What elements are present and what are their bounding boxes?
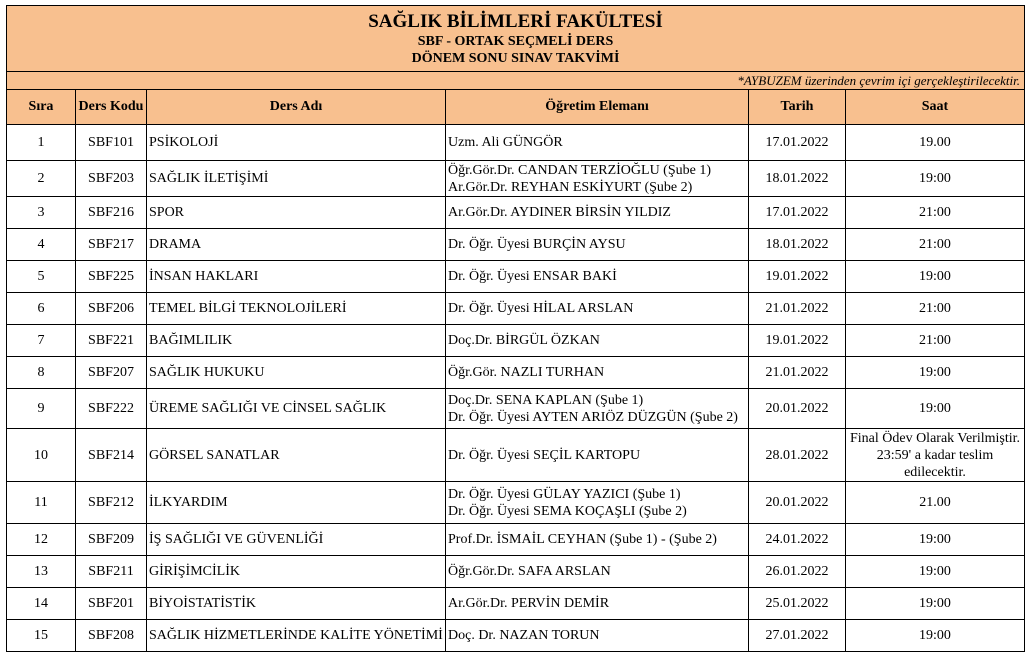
exam-time: 19.00 <box>919 135 951 150</box>
cell-sira: 12 <box>7 524 76 556</box>
instructor-name: Prof.Dr. İSMAİL CEYHAN (Şube 1) - (Şube 2) <box>448 532 717 547</box>
cell-sira: 13 <box>7 556 76 588</box>
cell-ders-adi: PSİKOLOJİ <box>147 125 446 161</box>
instructor-name: Öğr.Gör.Dr. SAFA ARSLAN <box>448 564 611 579</box>
cell-ogretim-elemani <box>446 429 749 482</box>
cell-ders-kodu: SBF101 <box>76 125 147 161</box>
cell-ders-adi: SAĞLIK HUKUKU <box>147 357 446 389</box>
cell-ogretim-elemani <box>446 389 749 429</box>
cell-tarih: 20.01.2022 <box>749 389 846 429</box>
cell-ders-adi: İNSAN HAKLARI <box>147 261 446 293</box>
cell-sira: 8 <box>7 357 76 389</box>
cell-sira: 7 <box>7 325 76 357</box>
table-row <box>7 229 1025 261</box>
exam-time: 19:00 <box>919 596 951 611</box>
cell-sira: 9 <box>7 389 76 429</box>
instructor-name: Dr. Öğr. Üyesi GÜLAY YAZICI (Şube 1) <box>448 486 681 502</box>
exam-time: edilecektir. <box>904 464 966 480</box>
exam-time: Final Ödev Olarak Verilmiştir. <box>849 430 1021 446</box>
table-row <box>7 293 1025 325</box>
instructor-name: Dr. Öğr. Üyesi AYTEN ARIÖZ DÜZGÜN (Şube 2) <box>448 409 738 425</box>
cell-sira: 4 <box>7 229 76 261</box>
col-header-ders-adi: Ders Adı <box>147 90 446 125</box>
cell-ogretim-elemani <box>446 482 749 524</box>
table-row <box>7 429 1025 482</box>
table-row <box>7 125 1025 161</box>
instructor-name: Ar.Gör.Dr. REYHAN ESKİYURT (Şube 2) <box>448 179 693 195</box>
cell-saat <box>846 357 1025 389</box>
online-note: *AYBUZEM üzerinden çevrim içi gerçekleştirilecektir. <box>7 72 1025 90</box>
instructor-name: Doç.Dr. BİRGÜL ÖZKAN <box>448 333 600 348</box>
table-body <box>7 125 1025 652</box>
exam-time: 19:00 <box>919 365 951 380</box>
cell-ogretim-elemani <box>446 524 749 556</box>
cell-ders-kodu: SBF222 <box>76 389 147 429</box>
cell-saat <box>846 325 1025 357</box>
exam-time: 23:59' a kadar teslim <box>876 447 994 463</box>
cell-ogretim-elemani <box>446 357 749 389</box>
cell-tarih: 27.01.2022 <box>749 620 846 652</box>
col-header-ders-kodu: Ders Kodu <box>76 90 147 125</box>
cell-ders-kodu: SBF212 <box>76 482 147 524</box>
table-row <box>7 161 1025 197</box>
instructor-name: Dr. Öğr. Üyesi SEMA KOÇAŞLI (Şube 2) <box>448 503 687 519</box>
exam-schedule-table <box>6 5 1025 652</box>
instructor-name: Dr. Öğr. Üyesi ENSAR BAKİ <box>448 269 617 284</box>
schedule-title: DÖNEM SONU SINAV TAKVİMİ <box>411 50 620 66</box>
cell-saat <box>846 293 1025 325</box>
subtitle: SBF - ORTAK SEÇMELİ DERS <box>417 33 614 49</box>
cell-ders-adi: SAĞLIK İLETİŞİMİ <box>147 161 446 197</box>
cell-ders-adi: BİYOİSTATİSTİK <box>147 588 446 620</box>
cell-saat <box>846 389 1025 429</box>
exam-time: 21:00 <box>919 237 951 252</box>
cell-ogretim-elemani <box>446 125 749 161</box>
cell-ders-kodu: SBF221 <box>76 325 147 357</box>
cell-tarih: 17.01.2022 <box>749 125 846 161</box>
column-header-row <box>7 90 1025 125</box>
cell-tarih: 28.01.2022 <box>749 429 846 482</box>
cell-ders-kodu: SBF206 <box>76 293 147 325</box>
instructor-name: Dr. Öğr. Üyesi HİLAL ARSLAN <box>448 301 634 316</box>
cell-tarih: 18.01.2022 <box>749 161 846 197</box>
cell-ders-kodu: SBF203 <box>76 161 147 197</box>
cell-sira: 5 <box>7 261 76 293</box>
col-header-ogretim-elemani: Öğretim Elemanı <box>446 90 749 125</box>
cell-ders-adi: GÖRSEL SANATLAR <box>147 429 446 482</box>
cell-sira: 3 <box>7 197 76 229</box>
table-row <box>7 482 1025 524</box>
cell-ders-adi: SPOR <box>147 197 446 229</box>
cell-tarih: 18.01.2022 <box>749 229 846 261</box>
cell-sira: 11 <box>7 482 76 524</box>
cell-ogretim-elemani <box>446 556 749 588</box>
exam-time: 21:00 <box>919 301 951 316</box>
cell-sira: 1 <box>7 125 76 161</box>
instructor-name: Ar.Gör.Dr. PERVİN DEMİR <box>448 596 610 611</box>
cell-ogretim-elemani <box>446 588 749 620</box>
instructor-name: Dr. Öğr. Üyesi SEÇİL KARTOPU <box>448 447 641 463</box>
table-row <box>7 261 1025 293</box>
table-row <box>7 524 1025 556</box>
cell-ders-kodu: SBF201 <box>76 588 147 620</box>
cell-saat <box>846 429 1025 482</box>
col-header-sira: Sıra <box>7 90 76 125</box>
cell-tarih: 26.01.2022 <box>749 556 846 588</box>
col-header-tarih: Tarih <box>749 90 846 125</box>
cell-ders-kodu: SBF216 <box>76 197 147 229</box>
table-row <box>7 325 1025 357</box>
cell-ders-adi: İLKYARDIM <box>147 482 446 524</box>
cell-tarih: 20.01.2022 <box>749 482 846 524</box>
exam-time: 19:00 <box>919 269 951 284</box>
cell-ders-adi: ÜREME SAĞLIĞI VE CİNSEL SAĞLIK <box>147 389 446 429</box>
cell-tarih: 19.01.2022 <box>749 261 846 293</box>
cell-ders-adi: TEMEL BİLGİ TEKNOLOJİLERİ <box>147 293 446 325</box>
cell-saat <box>846 229 1025 261</box>
cell-ogretim-elemani <box>446 229 749 261</box>
title-block <box>7 6 1025 72</box>
cell-sira: 6 <box>7 293 76 325</box>
table-row <box>7 588 1025 620</box>
cell-ders-kodu: SBF214 <box>76 429 147 482</box>
instructor-name: Öğr.Gör. NAZLI TURHAN <box>448 365 605 380</box>
cell-ders-kodu: SBF217 <box>76 229 147 261</box>
cell-tarih: 25.01.2022 <box>749 588 846 620</box>
cell-tarih: 17.01.2022 <box>749 197 846 229</box>
cell-tarih: 21.01.2022 <box>749 357 846 389</box>
cell-saat <box>846 620 1025 652</box>
cell-ogretim-elemani <box>446 161 749 197</box>
cell-saat <box>846 588 1025 620</box>
exam-time: 21:00 <box>919 205 951 220</box>
cell-sira: 15 <box>7 620 76 652</box>
cell-ogretim-elemani <box>446 197 749 229</box>
instructor-name: Uzm. Ali GÜNGÖR <box>448 135 563 150</box>
instructor-name: Ar.Gör.Dr. AYDINER BİRSİN YILDIZ <box>448 205 671 220</box>
exam-time: 21.00 <box>919 495 951 510</box>
table-row <box>7 197 1025 229</box>
cell-saat <box>846 161 1025 197</box>
table-row <box>7 389 1025 429</box>
exam-time: 19:00 <box>919 532 951 547</box>
cell-saat <box>846 524 1025 556</box>
cell-ogretim-elemani <box>446 261 749 293</box>
instructor-name: Dr. Öğr. Üyesi BURÇİN AYSU <box>448 237 626 252</box>
cell-tarih: 19.01.2022 <box>749 325 846 357</box>
cell-ders-adi: SAĞLIK HİZMETLERİNDE KALİTE YÖNETİMİ <box>147 620 446 652</box>
table-row <box>7 556 1025 588</box>
cell-saat <box>846 556 1025 588</box>
exam-time: 19:00 <box>919 401 951 416</box>
cell-ogretim-elemani <box>446 620 749 652</box>
instructor-name: Öğr.Gör.Dr. CANDAN TERZİOĞLU (Şube 1) <box>448 162 711 178</box>
cell-sira: 10 <box>7 429 76 482</box>
instructor-name: Doç. Dr. NAZAN TORUN <box>448 628 600 643</box>
col-header-saat: Saat <box>846 90 1025 125</box>
table-row <box>7 620 1025 652</box>
cell-ders-kodu: SBF208 <box>76 620 147 652</box>
faculty-title: SAĞLIK BİLİMLERİ FAKÜLTESİ <box>368 10 663 32</box>
exam-time: 19:00 <box>919 171 951 186</box>
cell-ders-kodu: SBF207 <box>76 357 147 389</box>
table-row <box>7 357 1025 389</box>
cell-ders-kodu: SBF211 <box>76 556 147 588</box>
cell-ders-kodu: SBF209 <box>76 524 147 556</box>
cell-saat <box>846 125 1025 161</box>
cell-tarih: 24.01.2022 <box>749 524 846 556</box>
cell-ders-adi: İŞ SAĞLIĞI VE GÜVENLİĞİ <box>147 524 446 556</box>
cell-ders-kodu: SBF225 <box>76 261 147 293</box>
cell-sira: 2 <box>7 161 76 197</box>
cell-sira: 14 <box>7 588 76 620</box>
cell-tarih: 21.01.2022 <box>749 293 846 325</box>
cell-ders-adi: DRAMA <box>147 229 446 261</box>
cell-ders-adi: BAĞIMLILIK <box>147 325 446 357</box>
cell-ogretim-elemani <box>446 325 749 357</box>
exam-time: 19:00 <box>919 628 951 643</box>
cell-saat <box>846 261 1025 293</box>
instructor-name: Doç.Dr. SENA KAPLAN (Şube 1) <box>448 392 644 408</box>
cell-ders-adi: GİRİŞİMCİLİK <box>147 556 446 588</box>
exam-time: 21:00 <box>919 333 951 348</box>
cell-saat <box>846 482 1025 524</box>
cell-saat <box>846 197 1025 229</box>
cell-ogretim-elemani <box>446 293 749 325</box>
exam-time: 19:00 <box>919 564 951 579</box>
